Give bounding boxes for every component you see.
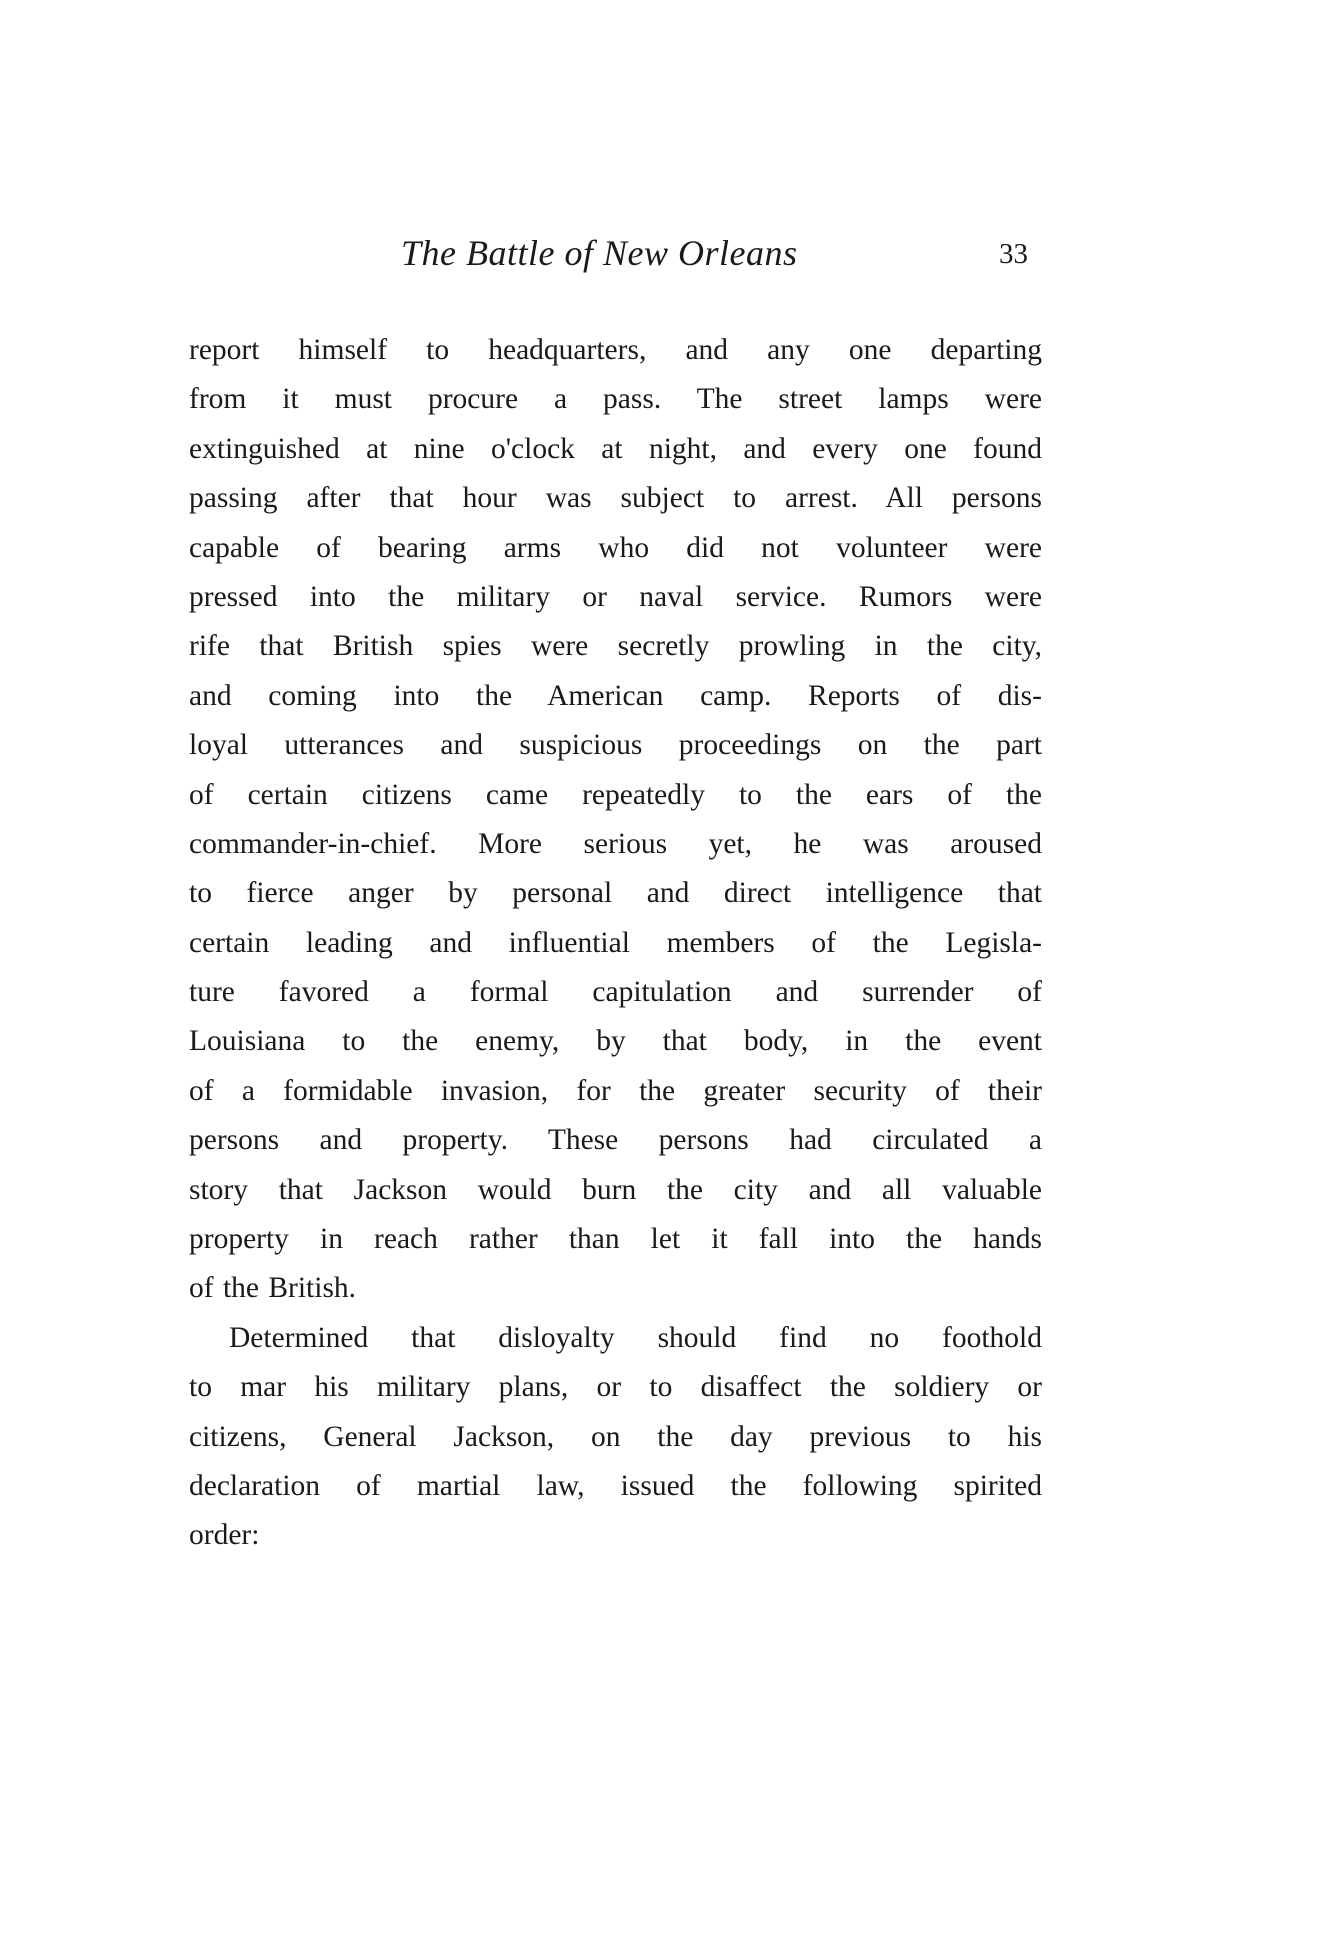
text-line: of certain citizens came repeatedly to the ears of the: [189, 778, 1042, 811]
text-line: passing after that hour was subject to arrest. All persons: [189, 482, 1042, 515]
text-line: to fierce anger by personal and direct intelligence that: [189, 877, 1042, 910]
text-line: extinguished at nine o'clock at night, and every one found: [189, 432, 1042, 465]
text-line: of a formidable invasion, for the greater security of their: [189, 1074, 1042, 1107]
text-line: and coming into the American camp. Reports of dis-: [189, 679, 1042, 712]
running-title: The Battle of New Orleans: [401, 233, 798, 273]
text-line: story that Jackson would burn the city and all valuable: [189, 1173, 1042, 1206]
text-line: ture favored a formal capitulation and surrender of: [189, 976, 1042, 1009]
page-number: 33: [999, 238, 1028, 270]
text-line: certain leading and influential members of the Legisla-: [189, 926, 1042, 959]
text-line: Louisiana to the enemy, by that body, in the event: [189, 1025, 1042, 1058]
text-line: from it must procure a pass. The street lamps were: [189, 383, 1042, 416]
paragraph: [189, 1314, 1042, 1561]
text-line: capable of bearing arms who did not volunteer were: [189, 531, 1042, 564]
text-line: report himself to headquarters, and any one departing: [189, 334, 1042, 366]
text-line: Determined that disloyalty should find no foothold: [229, 1321, 1042, 1354]
text-line: to mar his military plans, or to disaffect the soldiery or: [189, 1371, 1042, 1404]
text-line: of the British.: [189, 1272, 357, 1305]
text-line: order:: [189, 1519, 260, 1552]
text-line: persons and property. These persons had circulated a: [189, 1124, 1042, 1157]
paragraph: [189, 326, 1042, 1314]
body-text: [189, 326, 1042, 1561]
text-line: commander-in-chief. More serious yet, he was aroused: [189, 827, 1042, 860]
text-line: loyal utterances and suspicious proceedings on the part: [189, 729, 1042, 762]
text-line: declaration of martial law, issued the following spirited: [189, 1469, 1042, 1502]
text-line: property in reach rather than let it fall into the hands: [189, 1223, 1042, 1256]
text-line: pressed into the military or naval service. Rumors were: [189, 580, 1042, 613]
text-line: rife that British spies were secretly prowling in the city,: [189, 630, 1042, 663]
running-head: [189, 232, 1042, 272]
text-line: citizens, General Jackson, on the day previous to his: [189, 1420, 1042, 1453]
